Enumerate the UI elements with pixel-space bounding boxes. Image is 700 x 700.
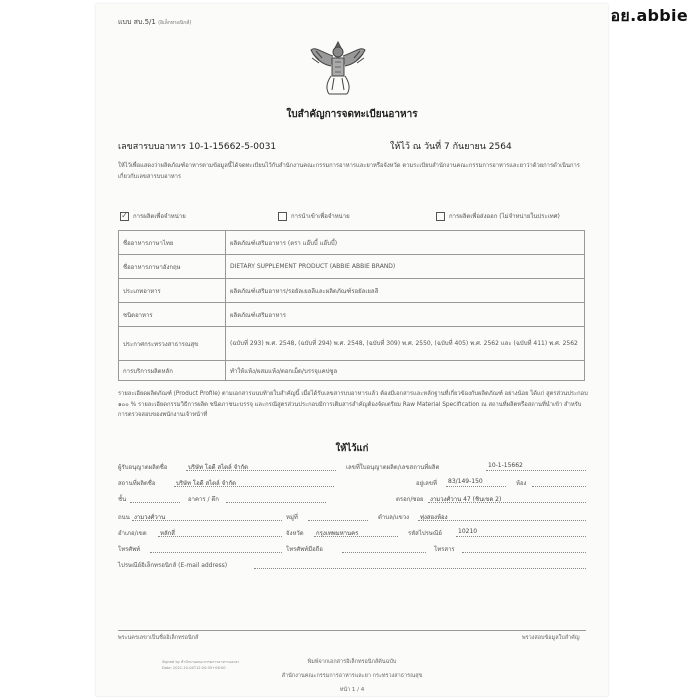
phone-label: โทรศัพท์: [118, 546, 141, 553]
registration-certificate: [96, 4, 608, 696]
garuda-emblem-icon: [309, 38, 367, 98]
issued-to-heading: ให้ไว้แก่: [335, 443, 369, 454]
brand-watermark: อย.abbie: [610, 6, 688, 25]
signature-line-2: Date: 2021-10-04T12:20:35+08:00: [162, 666, 226, 670]
page-number: หน้า 1 / 4: [339, 687, 365, 693]
table-label: ประกาศกระทรวงสาธารณสุข: [119, 327, 226, 361]
place-label: สถานที่ผลิตชื่อ: [118, 480, 156, 487]
table-value: ทำให้แห้ง/ผสมแห้ง/ตอกเม็ด/บรรจุแคปซูล: [226, 361, 585, 381]
checkbox-production-for-export: การผลิตเพื่อส่งออก (ไม่จำหน่ายในประเทศ): [436, 211, 560, 221]
table-row: [119, 327, 585, 361]
district-value: หลักสี่: [160, 530, 175, 537]
table-label: ชื่ออาหารภาษาไทย: [119, 231, 226, 255]
address-value: 83/149-150: [448, 478, 483, 485]
checkbox-checked-icon: ✓: [121, 210, 128, 220]
building-label: อาคาร / ตึก: [188, 496, 219, 503]
postal-code-value: 10210: [458, 528, 478, 535]
license-number-label: เลขที่ใบอนุญาตผลิต/เลขสถานที่ผลิต: [346, 464, 440, 471]
road-value: งามวงศ์วาน: [134, 514, 166, 521]
table-value: ผลิตภัณฑ์เสริมอาหาร (ตรา แอ๊บบี้ แอ๊บบี้): [226, 231, 585, 255]
mobile-label: โทรศัพท์มือถือ: [286, 546, 323, 553]
table-row: [119, 231, 585, 255]
subdistrict-value: ทุ่งสองห้อง: [420, 514, 448, 521]
product-profile-text: รายละเอียดผลิตภัณฑ์ (Product Profile) ตามเอกสารแนบท้ายใบสำคัญนี้ เมื่อได้รับเลขสารบบอาหารแล้ว ต้องมีเอกสารและหลักฐานที่เกี่ยวข้องกับผลิตภัณฑ์ อย่างน้อย ได้แก่ สูตรส่วนประกอบ ๑๐๐ % รายละเอียดกรรมวิธีการผลิต ชนิดภาชนะบรรจุ และกรณีสูตรส่วนประกอบมีการเติมสารสำคัญต้องจัดเตรียม Raw Material Specification ณ สถานที่ผลิตหรือสถานที่นำเข้า สำหรับการตรวจสอบของพนักงานเจ้าหน้าที่: [118, 391, 588, 418]
checkbox-import-for-sale: การนำเข้าเพื่อจำหน่าย: [278, 211, 350, 221]
district-label: อำเภอ/เขต: [118, 530, 147, 537]
postal-code-label: รหัสไปรษณีย์: [408, 530, 442, 537]
email-label: ไปรษณีย์อิเล็กทรอนิกส์ (E-mail address): [118, 562, 228, 569]
footer-right-text: พรวงสอบข้อมูลใบสำคัญ: [522, 635, 580, 641]
food-info-table: [118, 230, 585, 381]
footer-left-text: พระนครเลขาเป็นชื่ออิเล็กทรอนิกส์: [118, 635, 199, 641]
table-row: [119, 255, 585, 279]
form-code: แบบ สบ.5/1 (อิเล็กทรอนิกส์): [118, 18, 192, 26]
table-row: [119, 303, 585, 327]
form-code-note: (อิเล็กทรอนิกส์): [158, 20, 192, 26]
province-label: จังหวัด: [286, 530, 304, 537]
license-number-value: 10-1-15662: [488, 462, 523, 469]
floor-label: ชั้น: [118, 496, 127, 503]
footer-center-line-1: พิมพ์จากเอกสารอิเล็กทรอนิกส์ต้นฉบับ: [307, 659, 397, 665]
registration-number-value: 10-1-15662-5-0031: [188, 142, 277, 152]
table-value: DIETARY SUPPLEMENT PRODUCT (ABBIE ABBIE BRAND): [226, 255, 585, 279]
province-value: กรุงเทพมหานคร: [316, 530, 359, 537]
issue-date: ให้ไว้ ณ วันที่ 7 กันยายน 2564: [390, 142, 512, 152]
intro-text: ให้ไว้เพื่อแสดงว่าผลิตภัณฑ์อาหารตามข้อมูลนี้ได้จดทะเบียนไว้กับสำนักงานคณะกรรมการอาหารและยาหรือจังหวัด ตามระเบียบสำนักงานคณะกรรมการอาหารและยาว่าด้วยการดำเนินการเกี่ยวกับเลขสารบบอาหาร: [118, 163, 580, 180]
licensee-value: บริษัท โอดี สไตล์ จำกัด: [188, 464, 249, 471]
place-value: บริษัท โอดี สไตล์ จำกัด: [176, 480, 237, 487]
table-value: ผลิตภัณฑ์เสริมอาหาร: [226, 303, 585, 327]
document-title: ใบสำคัญการจดทะเบียนอาหาร: [286, 109, 418, 120]
soi-label: ตรอก/ซอย: [396, 496, 424, 503]
table-row: [119, 361, 585, 381]
road-label: ถนน: [118, 514, 130, 521]
room-label: ห้อง: [516, 480, 527, 487]
address-label: อยู่เลขที่: [416, 480, 437, 487]
table-label: ชนิดอาหาร: [119, 303, 226, 327]
checkbox-empty-icon: [436, 212, 445, 221]
table-label: ชื่ออาหารภาษาอังกฤษ: [119, 255, 226, 279]
issue-date-value: 7 กันยายน 2564: [444, 142, 512, 152]
registration-number: เลขสารบบอาหาร 10-1-15662-5-0031: [118, 142, 277, 152]
table-value: (ฉบับที่ 293) พ.ศ. 2548, (ฉบับที่ 294) พ.ศ. 2548, (ฉบับที่ 309) พ.ศ. 2550, (ฉบับที่ 405) พ.ศ. 2562 และ (ฉบับที่ 411) พ.ศ. 2562: [226, 327, 585, 361]
subdistrict-label: ตำบล/แขวง: [378, 514, 410, 521]
moo-label: หมู่ที่: [286, 514, 298, 521]
checkbox-production-for-sale: ✓ การผลิตเพื่อจำหน่าย: [121, 210, 186, 220]
table-label: ประเภทอาหาร: [119, 279, 226, 303]
checkbox-empty-icon: [278, 212, 287, 221]
soi-value: งามวงศ์วาน 47 (ชินเขต 2): [430, 496, 502, 503]
fax-label: โทรสาร: [434, 546, 455, 553]
signature-line-1: Signed by สำนักงานคณะกรรมการอาหารและยา: [162, 660, 240, 664]
table-value: ผลิตภัณฑ์เสริมอาหาร/รอยัลเยลลีและผลิตภัณฑ์รอยัลเยลลี: [226, 279, 585, 303]
table-label: การบริการผลิตหลัก: [119, 361, 226, 381]
footer-center-line-2: สำนักงานคณะกรรมการอาหารและยา กระทรวงสาธารณสุข: [281, 673, 423, 679]
table-row: [119, 279, 585, 303]
licensee-label: ผู้รับอนุญาตผลิตชื่อ: [118, 464, 168, 471]
